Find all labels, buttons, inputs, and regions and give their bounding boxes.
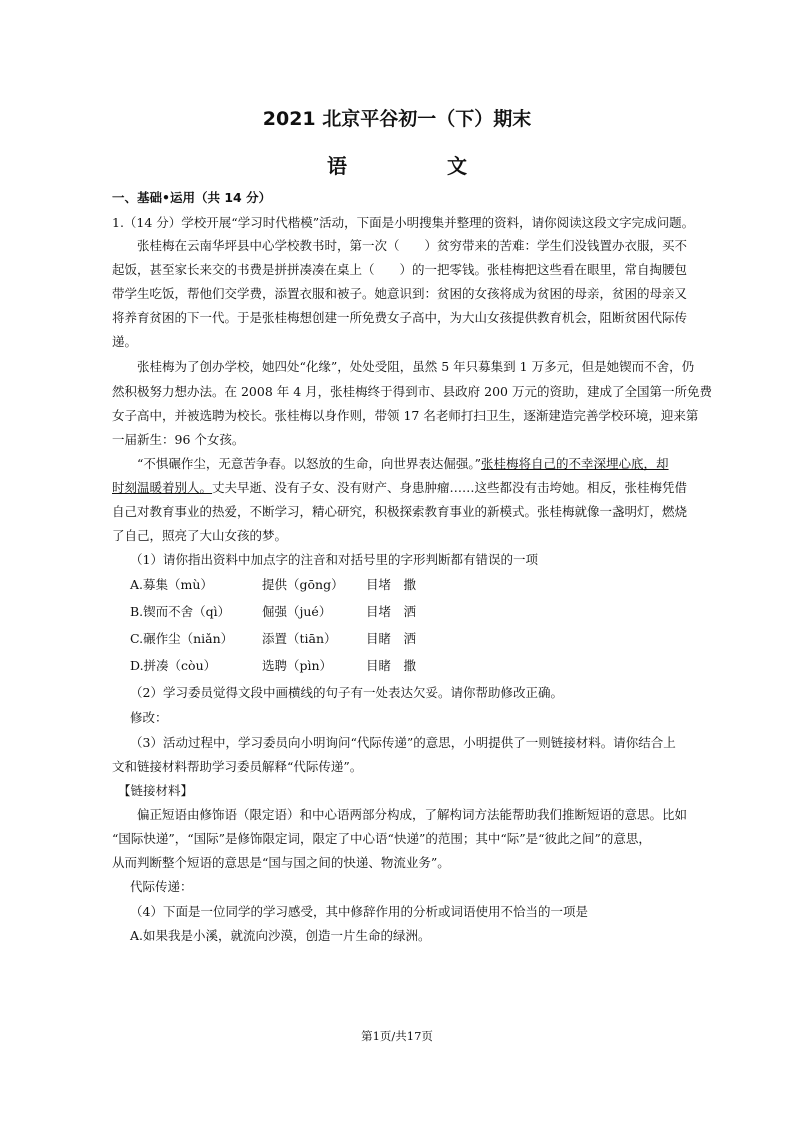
para1-line: 将养育贫困的下一代。于是张桂梅想创建一所免费女子高中，为大山女孩提供教育机会，阻断贫困代际传: [112, 310, 688, 325]
option-c-word: C.碾作尘（niǎn）: [130, 631, 234, 646]
option-a-pinyin: 提供（gōng）: [262, 577, 344, 592]
subquestion-2: （2）学习委员觉得文段中画横线的句子有一处表达欠妥。请你帮助修改正确。: [130, 685, 563, 700]
para3-line: 自己对教育事业的热爱，不断学习，精心研究，积极探索教育事业的新模式。张桂梅就像一盏明灯，燃烧: [112, 504, 688, 519]
link-material-line: 偏正短语由修饰语（限定语）和中心语两部分构成，了解构词方法能帮助我们推断短语的意思。比如: [137, 807, 688, 822]
para1-line: 张桂梅在云南华坪县中心学校教书时，第一次（ ）贫穷带来的苦难：学生们没钱置办衣服，买不: [137, 238, 688, 253]
subquestion-4: （4）下面是一位同学的学习感受，其中修辞作用的分析或词语使用不恰当的一项是: [130, 904, 588, 919]
option-a-chars: 目堵 撒: [366, 577, 417, 592]
underlined-sentence: 张桂梅将自己的不幸深埋心底，却: [481, 456, 669, 471]
option-c-chars: 目睹 洒: [366, 631, 417, 646]
para3-line: 了自己，照亮了大山女孩的梦。: [112, 528, 288, 543]
option-d-chars: 目睹 撒: [366, 658, 417, 673]
option-b-pinyin: 倔强（jué）: [262, 604, 332, 619]
para1-line: 起饭，甚至家长来交的书费是拼拼凑凑在桌上（ ）的一把零钱。张桂梅把这些看在眼里，常自掏腰包: [112, 262, 688, 277]
subject-heading: 语 文: [327, 154, 507, 178]
subquestion-3-cont: 文和链接材料帮助学习委员解释“代际传递”。: [112, 759, 363, 774]
para2-line: 然积极努力想办法。在 2008 年 4 月，张桂梅终于得到市、县政府 200 万元的资助，建成了全国第一所免费: [112, 384, 712, 399]
para2-line: 张桂梅为了创办学校，她四处“化缘”，处处受阻，虽然 5 年只募集到 1 万多元，但是她锲而不舍，仍: [137, 359, 695, 374]
para3-text: 丈夫早逝、没有子女、没有财产、身患肿瘤……这些都没有击垮她。相反，张桂梅凭借: [212, 480, 688, 495]
para2-line: 一届新生：96 个女孩。: [112, 432, 245, 447]
section-heading: 一、基础•运用（共 14 分）: [112, 190, 272, 205]
link-material-line: “国际快递”，“国际”是修饰限定词，限定了中心语“快递”的范围；其中“际”是“彼此之间”的意思，: [112, 831, 651, 846]
para1-line: 带学生吃饭，帮他们交学费，添置衣服和被子。她意识到：贫困的女孩将成为贫困的母亲，贫困的母亲又: [112, 286, 688, 301]
option-b-word: B.锲而不舍（qì）: [130, 604, 231, 619]
para2-line: 女子高中，并被选聘为校长。张桂梅以身作则，带领 17 名老师打扫卫生，逐渐建造完善学校环境，迎来第: [112, 408, 699, 423]
option-d-pinyin: 选聘（pìn）: [262, 658, 333, 673]
subquestion-3: （3）活动过程中，学习委员向小明询问“代际传递”的意思，小明提供了一则链接材料。请你结合上: [130, 735, 676, 750]
question-stem: 1.（14 分）学校开展“学习时代楷模”活动，下面是小明搜集并整理的资料，请你阅读这段文字完成问题。: [112, 215, 695, 230]
option-a-word: A.募集（mù）: [130, 577, 213, 592]
para3-line: [112, 479, 687, 497]
option-a-text: A.如果我是小溪，就流向沙漠，创造一片生命的绿洲。: [130, 928, 431, 943]
page-number: 第1页/共17页: [361, 1029, 433, 1043]
underlined-sentence: 时刻温暖着别人。: [112, 480, 213, 495]
para3-line: [137, 455, 669, 473]
link-material-title: 【链接材料】: [118, 783, 194, 798]
answer-label: 代际传递：: [130, 879, 193, 894]
quote-text: “不惧碾作尘，无意苦争春。以怒放的生命，向世界表达倔强。”: [137, 456, 482, 471]
option-c-pinyin: 添置（tiān）: [262, 631, 337, 646]
subquestion-1: （1）请你指出资料中加点字的注音和对括号里的字形判断都有错误的一项: [130, 552, 538, 567]
para1-line: 递。: [112, 334, 138, 349]
option-d-word: D.拼凑（còu）: [130, 658, 217, 673]
revise-label: 修改：: [130, 710, 168, 725]
link-material-line: 从而判断整个短语的意思是“国与国之间的快递、物流业务”。: [112, 855, 450, 870]
page-title: 2021 北京平谷初一（下）期末: [262, 108, 532, 130]
option-b-chars: 目堵 洒: [366, 604, 417, 619]
